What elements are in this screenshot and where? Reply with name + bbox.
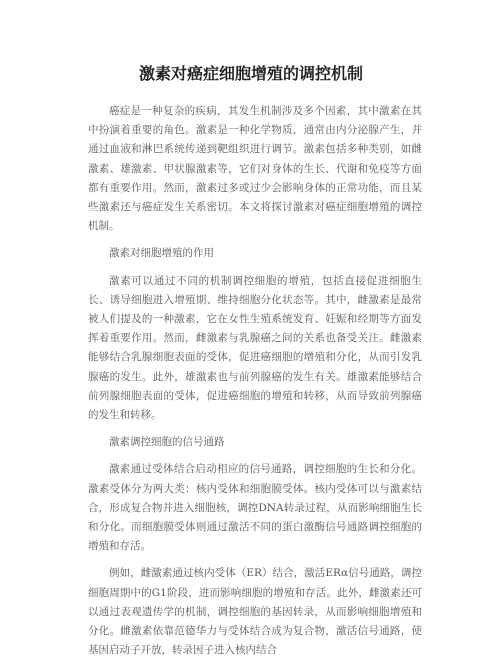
paragraph-example: 例如，雌激素通过核内受体（ER）结合，激活ERα信号通路，调控细胞周期中的G1阶段，进而影响细胞的增殖和存活。此外，雌激素还可以通过表观遗传学的机制，调控细胞的基因转录，从而影响细胞增殖和分化。雌激素依靠范德华力与受体结合成为复合物，激活信号通路，使基因启动子开放，转录因子进入核内结合 [88, 567, 422, 657]
document-title: 激素对癌症细胞增殖的调控机制 [138, 64, 363, 83]
paragraph-hormone-effect: 激素可以通过不同的机制调控细胞的增殖，包括直接促进细胞生长、诱导细胞进入增殖期、维持细胞分化状态等。其中，雌激素是最常被人们提及的一种激素，它在女性生殖系统发育、妊娠和经期等方面发挥着重要作用。然而，雌激素与乳腺癌之间的关系也备受关注。雌激素能够结合乳腺细胞表面的受体，促进癌细胞的增殖和分化，从而引发乳腺癌的发生。此外，雄激素也与前列腺癌的发生有关。雄激素能够结合前列腺细胞表面的受体，促进癌细胞的增殖和转移，从而导致前列腺癌的发生和转移。 [88, 274, 422, 422]
section-heading-signaling: 激素调控细胞的信号通路 [109, 436, 225, 449]
paragraph-intro: 癌症是一种复杂的疾病，其发生机制涉及多个因素，其中激素在其中扮演着重要的角色。激素是一种化学物质，通常由内分泌腺产生，并通过血液和淋巴系统传递到靶组织进行调节。激素包括多种类别，如雌激素、雄激素、甲状腺激素等，它们对身体的生长、代谢和免疫等方面都有重要作用。然而，激素过多或过少会影响身体的正常功能，而且某些激素还与癌症发生关系密切。本文将探讨激素对癌症细胞增殖的调控机制。 [88, 105, 422, 233]
document-body [88, 102, 422, 668]
section-heading-hormone-effect: 激素对细胞增殖的作用 [109, 247, 214, 260]
paragraph-signaling: 激素通过受体结合启动相应的信号通路，调控细胞的生长和分化。激素受体分为两大类：核内受体和细胞膜受体。核内受体可以与激素结合，形成复合物并进入细胞核，调控DNA转录过程，从而影响细胞生长和分化。而细胞膜受体则通过激活不同的蛋白激酶信号通路调控细胞的增殖和存活。 [88, 463, 422, 553]
